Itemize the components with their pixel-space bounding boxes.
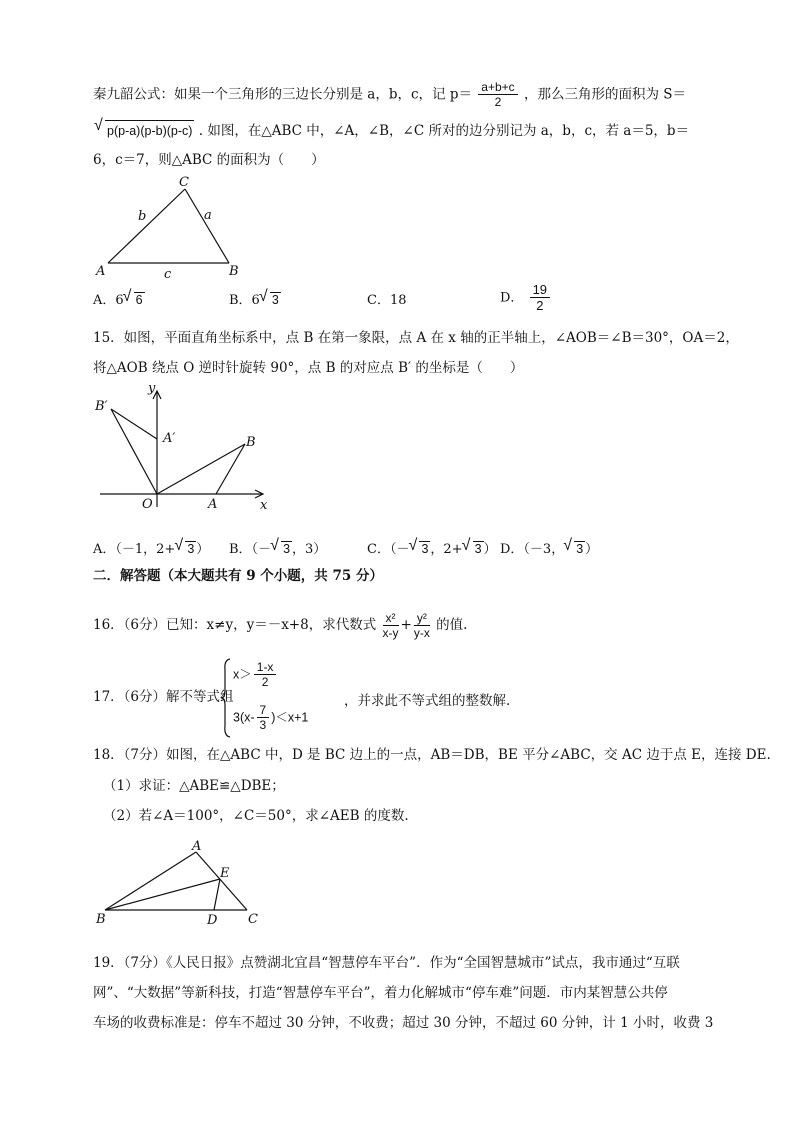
fraction-numerator: 1-x [254, 660, 277, 675]
q15-option-a [93, 538, 209, 557]
option-label: A．6 [93, 293, 124, 308]
fraction-denominator: x-y [382, 625, 399, 640]
ineq-text: )＜x+1 [271, 710, 309, 725]
label-B-prime: B′ [95, 399, 108, 414]
q14-line1 [93, 80, 686, 110]
q14-text-a: 秦九韶公式：如果一个三角形的三边长分别是 a，b，c，记 p＝ [93, 86, 472, 103]
segment-A-prime-B-prime [111, 409, 157, 439]
fraction-denominator: 3 [259, 718, 267, 732]
fraction-denominator: y-x [413, 625, 430, 640]
segment-AC [196, 852, 247, 910]
q19-line3: 车场的收费标准是：停车不超过 30 分钟，不收费；超过 30 分钟，不超过 60 分钟，计 1 小时，收费 3 [93, 1015, 714, 1031]
q18-sub1: （1）求证：△ABE≌△DBE； [103, 778, 285, 794]
radicand: √ 3 [419, 541, 430, 556]
option-text: ，2+ [430, 542, 463, 557]
q17-text-end: ，并求此不等式组的整数解. [344, 693, 511, 709]
label-A: A [192, 839, 202, 854]
q18-sub2: （2）若∠A＝100°，∠C＝50°，求∠AEB 的度数. [103, 808, 409, 824]
q18-line1: 18．（7分）如图，在△ABC 中，D 是 BC 边上的一点，AB＝DB，BE 平分∠ABC，交 AC 边于点 E，连接 DE. [93, 747, 771, 763]
radicand: √ 3 [185, 541, 196, 556]
q16-text: 16．（6分）已知：x≠y，y＝－x+8，求代数式 [93, 617, 377, 633]
fraction-numerator: 7 [257, 703, 270, 718]
radicand: √ 3 [270, 292, 281, 307]
q16-fraction-2 [414, 611, 430, 641]
radicand: √ 3 [281, 541, 292, 556]
segment-BE [105, 879, 220, 910]
fraction-denominator: 2 [494, 95, 502, 109]
label-B: B [229, 264, 239, 279]
segment-DE [214, 879, 220, 910]
fraction-numerator: 19 [530, 283, 550, 298]
label-O: O [142, 497, 153, 512]
q19-line1: 19．（7分）《人民日报》点赞湖北宜昌“智慧停车平台”．作为“全国智慧城市”试点，我市通过“互联 [93, 955, 680, 971]
q15-option-b [229, 538, 326, 557]
ineq-text: 3(x- [233, 710, 255, 725]
section-heading: 二．解答题（本大题共有 9 个小题，共 75 分） [93, 568, 383, 584]
q16-line [93, 610, 467, 641]
q19-line2: 网”、“大数据”等新科技，打造“智慧停车平台”，着力化解城市“停车难”问题．市内某智慧公共停 [93, 985, 668, 1001]
segment-AB [105, 852, 196, 910]
label-C: C [248, 912, 258, 927]
q14-triangle-figure [88, 172, 258, 282]
label-B: B [96, 912, 106, 927]
option-text: ，3） [292, 542, 327, 557]
label-a: a [204, 208, 212, 223]
q15-option-d [500, 538, 598, 557]
label-C: C [179, 175, 189, 190]
option-text: C．（－ [367, 542, 410, 557]
radicand: √ 6 [134, 292, 145, 307]
heron-sqrt: √ p(p-a)(p-b)(p-c) [105, 120, 194, 141]
q14-option-b [229, 289, 281, 308]
radicand: √ 3 [574, 541, 585, 556]
fraction-denominator: 2 [536, 298, 544, 313]
ineq2-fraction [257, 703, 270, 733]
fraction-denominator: 2 [261, 675, 269, 689]
ineq1-fraction [254, 660, 277, 690]
radicand: √ 3 [473, 541, 484, 556]
fraction-numerator: x² [383, 611, 399, 626]
label-D: D [207, 913, 218, 928]
q15-coordinate-figure [90, 382, 280, 518]
label-A-prime: A′ [163, 431, 176, 446]
option-label: B．6 [229, 293, 260, 308]
ineq-text: x＞ [233, 667, 252, 682]
q14-option-d [500, 283, 552, 313]
label-E: E [220, 866, 230, 881]
q16-text-end: 的值. [436, 617, 468, 633]
q14-line3: 6，c＝7，则△ABC 的面积为（ ） [93, 152, 325, 168]
system-brace [221, 658, 231, 738]
side-b [108, 189, 185, 263]
option-label: D． [500, 290, 524, 306]
option-d-fraction [530, 283, 550, 313]
segment-OB-prime [111, 409, 157, 494]
q15-option-c [367, 538, 497, 557]
label-A: A [96, 264, 106, 279]
q14-p-fraction [478, 80, 517, 110]
option-text: B．（－ [229, 542, 272, 557]
label-x: x [260, 498, 268, 513]
q14-text-c: . 如图，在△ABC 中，∠A，∠B，∠C 所对的边分别记为 a，b，c，若 a＝5，b＝ [198, 123, 690, 139]
q18-triangle-figure [92, 836, 267, 928]
option-text: ） [483, 542, 497, 557]
q14-option-a [93, 289, 145, 308]
label-A: A [208, 497, 218, 512]
q17-inequality-2 [233, 703, 308, 733]
q15-line2: 将△AOB 绕点 O 逆时针旋转 90°，点 B 的对应点 B′ 的坐标是（ ） [93, 360, 524, 376]
q14-text-b: ，那么三角形的面积为 S＝ [523, 86, 686, 103]
q14-option-c: C．18 [367, 293, 407, 308]
fraction-numerator: y² [414, 611, 430, 626]
q16-fraction-1 [383, 611, 399, 641]
q17-inequality-1 [233, 660, 278, 690]
q17-text: 17．（6分）解不等式组 [93, 689, 234, 705]
label-b: b [138, 209, 147, 224]
side-a [185, 189, 229, 263]
q14-line2 [93, 120, 689, 141]
segment-AB [216, 444, 245, 494]
q15-line1: 15．如图，平面直角坐标系中，点 B 在第一象限，点 A 在 x 轴的正半轴上，∠AOB＝∠B＝30°，OA＝2， [93, 330, 739, 346]
segment-OB [157, 444, 245, 494]
label-y: y [148, 382, 156, 396]
option-text: D．（－3， [500, 542, 565, 557]
label-c: c [164, 267, 172, 282]
plus-sign: + [400, 617, 412, 633]
option-text: ） [196, 542, 210, 557]
fraction-numerator: a+b+c [478, 80, 517, 95]
option-text: ） [585, 542, 599, 557]
option-text: A．（－1，2+ [93, 542, 176, 557]
label-B: B [246, 435, 256, 450]
